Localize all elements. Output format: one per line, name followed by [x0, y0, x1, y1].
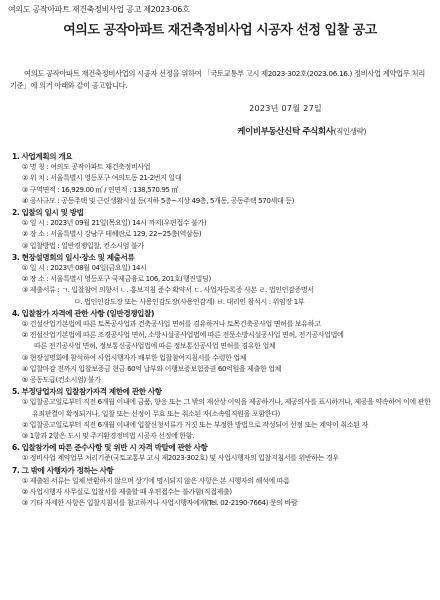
section-title: 4. 입찰참가 자격에 관한 사항 (일반경쟁입찰) — [12, 308, 155, 318]
notice-title: 여의도 공작아파트 재건축정비사업 시공자 선정 입찰 공고 — [63, 23, 377, 38]
section-site-briefing — [12, 252, 434, 308]
document-number: 여의도 공작아파트 재건축정비사업 공고 제2023-06호 — [8, 5, 190, 14]
list-item: ⑤ 공동도급(컨소시엄) 불가 — [22, 376, 101, 385]
list-item: ① 정비사업 계약업무 처리기준(국토교통부 고시 제2023-302호) 및 사업시행자의 입찰지침서를 위반하는 경우 — [22, 454, 339, 463]
list-item: ① 명 칭 : 여의도 공작아파트 재건축정비사업 — [22, 163, 151, 172]
intro-text: 여의도 공작아파트 재건축정비사업의 시공자 선정을 위하여 「국토교통부 고시 제2023-302호(2023.06.16.) 정비사업 계약업무 처리기준」에 의거 아래와 같이 공고합니다. — [10, 69, 425, 90]
list-item: ③ 구역면적 : 16,929.00 ㎡ / 연면적 : 138,570.95 ㎡ — [22, 185, 179, 194]
section-bid-schedule — [12, 207, 434, 252]
list-item: ① 제출된 서류는 일체 반환하지 않으며 상기에 명시되지 않은 사항은 본 시행자의 해석에 따름 — [22, 476, 290, 485]
company-seal-note: (직인생략) — [333, 127, 366, 136]
section-title: 1. 사업계획의 개요 — [12, 152, 73, 161]
list-item: ④ 공사규모 : 공동주택 및 근린생활시설 등(지하 5층~지상 49층, 5개동, 공동주택 570세대 등) — [22, 196, 294, 205]
list-item: ② 전설산업기본법에 따른 조경공사업 면허, 소방시설공사업법에 따른 전문소방시설공사업 면허, 전기공사업법에 — [22, 331, 344, 340]
list-item: ③ 입찰방법 : 일반경쟁입찰, 컨소시엄 불가 — [22, 241, 144, 250]
section-project-overview — [12, 151, 434, 207]
section-title: 3. 현장설명회의 일시·장소 및 제출서류 — [12, 252, 135, 262]
list-item: ③ 현장설명회에 참석하여 사업시행자가 배부한 입찰참여지침서를 수령한 업체 — [22, 353, 247, 362]
list-item: ① 일 시 : 2023년 09월 21일(목요일) 14시 까지(우편접수 불가) — [22, 219, 207, 228]
section-eligibility — [12, 308, 434, 386]
company-name: 케이비부동산신탁 주식회사 — [237, 127, 334, 137]
list-item: ② 위 치 : 서울특별시 영등포구 여의도동 21-2번지 일대 — [22, 174, 182, 183]
list-item: ② 입찰공고일로부터 직전 6개월 이내에 입찰신청서류가 거짓 또는 부정한 방법으로 작성되어 선정 또는 계약이 취소된 자 — [22, 420, 368, 429]
list-item: ② 장 소 : 서울특별시 영등포구 국제금융로 106, 201호(행진빌딩) — [22, 275, 211, 284]
company-signature — [237, 125, 366, 137]
section-other-matters — [12, 465, 434, 510]
notice-body — [12, 151, 434, 510]
list-item-continuation: ㅁ. 법인인감도장 또는 사용인감도장(사용인감계) ㅂ. 대리인 참석시 : 위임장 1부 — [74, 297, 305, 306]
list-item: ③ 1항과 2항은 도시 및 주거환경정비법 시공자 선정에 한함. — [22, 432, 195, 441]
section-title: 6. 입찰참가에 따른 준수사항 및 위반 시 자격 박탈에 관한 사항 — [12, 443, 208, 453]
section-title: 2. 입찰의 일시 및 방법 — [12, 208, 84, 218]
list-item: ② 장 소 : 서울특별시 강남구 테헤란로 129, 22~25층(역삼동) — [22, 230, 202, 239]
intro-paragraph — [10, 68, 430, 91]
section-title: 5. 부정당업자의 입찰참가자격 제한에 관한 사항 — [12, 387, 162, 397]
section-compliance — [12, 442, 434, 464]
list-item: ③ 제출서류 : ㄱ. 입찰참여 의향서 ㄴ. 홍보지침 준수 확약서 ㄷ. 사업자등록증 사본 ㄹ. 법인인감증명서 — [22, 286, 314, 295]
list-item: ① 일 시 : 2023년 08월 04일(금요일) 14시 — [22, 264, 147, 273]
section-title: 7. 그 밖에 사행자가 정하는 사항 — [12, 465, 114, 475]
list-item: ② 사업시행자 사무실로 입찰서를 제출할 때 우편접수는 불가함(직접제출) — [22, 488, 232, 497]
list-item: ① 입찰공고일로부터 직전 6개월 이내에 금품, 향응 또는 그 밖의 재산상 이익을 제공하거나, 제공의사를 표시하거나, 제공을 약속하여 이에 관한 유죄판결이 확정되거나, 입찰 또는 선정이 무효 또는 취소된 자(소속임직원을 포함한다) — [22, 398, 431, 418]
list-item: ④ 입찰마감 전까지 입찰보증금 현금 60억 납부와 이행보증보험증권 60억원을 제출한 업체 — [22, 364, 282, 373]
list-item: ③ 기타 자세한 사항은 입찰지침서를 참고하거나 사업시행자에게(Tel. 02-2190-7664) 문의 바람 — [22, 499, 298, 508]
list-item-continuation: 따른 전기공사업 면허, 정보통신공사업법에 따른 정보통신공사업 면허를 겸유한 업체 — [34, 342, 276, 351]
section-disqualification — [12, 386, 434, 442]
notice-date: 2023년 07월 27일 — [249, 104, 322, 113]
list-item: ① 건설산업기본법에 따른 토목공사업과 건축공사업 면허를 겸유하거나 토목건축공사업 면허를 보유하고 — [22, 320, 321, 329]
